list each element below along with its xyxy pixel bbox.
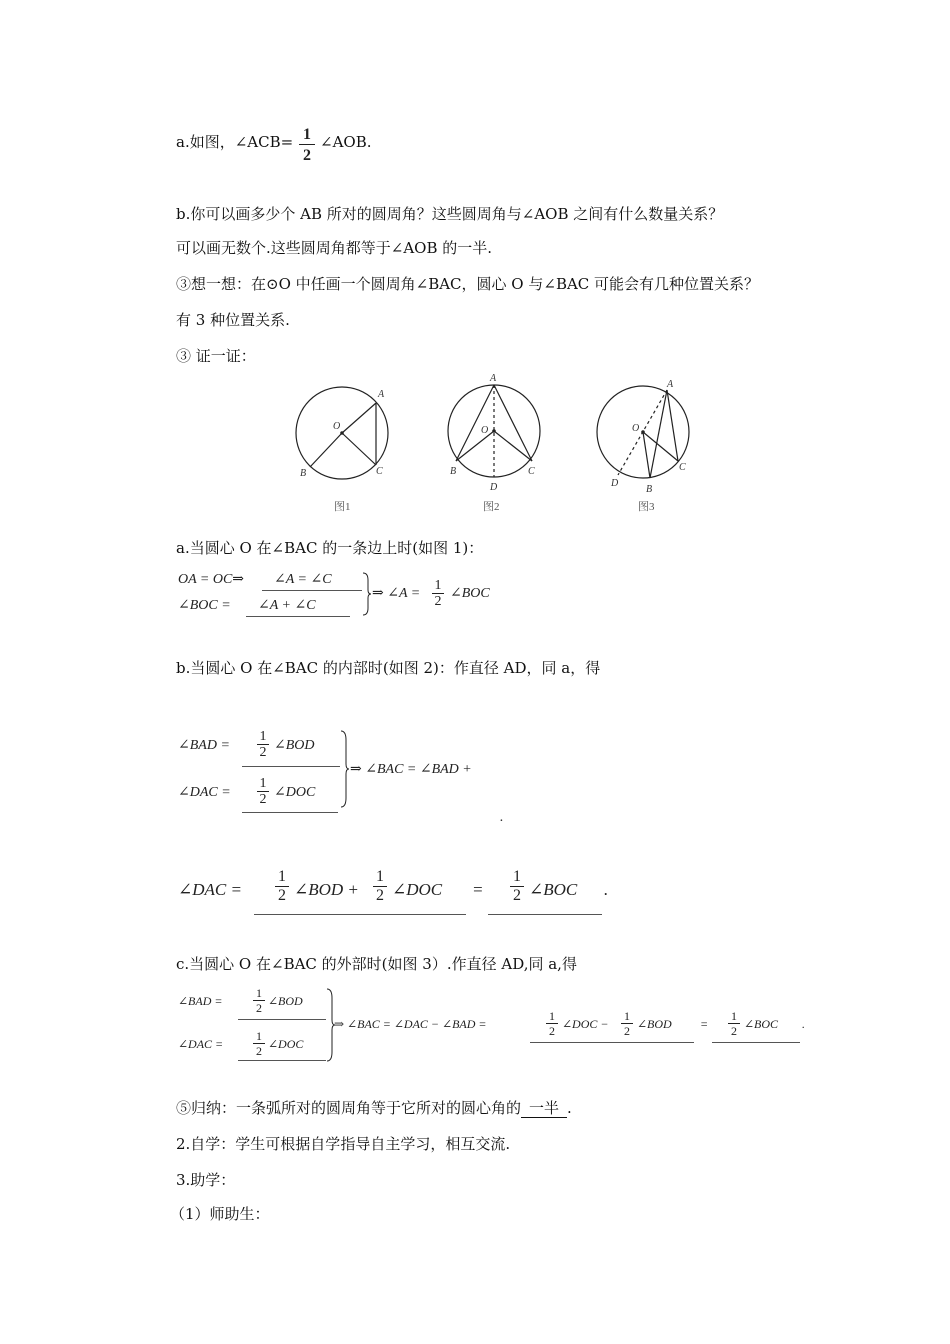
teacher-help: （1）师助生： [170, 1205, 270, 1223]
fig2-label-d: D [490, 482, 498, 493]
case-b-line2-end: ∠BOC [529, 880, 578, 899]
fraction-numerator: 1 [278, 868, 286, 885]
case-b-line2-right: ∠DOC [392, 880, 443, 899]
fraction-denominator: 2 [434, 594, 442, 609]
fig1-label-o: O [333, 421, 341, 432]
case-c-row2-left: ∠DAC = [178, 1037, 224, 1051]
fig1-caption: 图1 [334, 501, 351, 513]
case-b-line2-underline-1 [254, 914, 466, 915]
intro-b-answer: 可以画无数个.这些圆周角都等于∠AOB 的一半. [176, 239, 493, 257]
fraction-numerator: 1 [513, 868, 521, 885]
case-c-row2-underline [238, 1060, 326, 1061]
fig2-label-o: O [481, 425, 489, 436]
fig3-line-ab [650, 390, 667, 478]
fraction-denominator: 2 [259, 745, 267, 760]
fig2-caption: 图2 [483, 501, 500, 513]
case-c-result: ⇒ ∠BAC = ∠DAC − ∠BAD = [334, 1017, 487, 1031]
fraction-denominator: 2 [303, 147, 311, 164]
fraction-numerator: 1 [624, 1009, 630, 1023]
fraction-numerator: 1 [256, 1029, 262, 1043]
case-b-brace [340, 730, 350, 808]
case-a-brace [362, 572, 372, 616]
fig2-label-c: C [528, 466, 535, 477]
fig3-line-oc [643, 432, 678, 461]
case-a-row1-left: OA = OC⇒ [178, 572, 245, 587]
case-b-line2-fraction-1 [275, 868, 289, 905]
summary-suffix: . [567, 1099, 572, 1117]
case-c-ans1-right: ∠BOD [637, 1017, 672, 1031]
case-c-heading: c.当圆心 O 在∠BAC 的外部时(如图 3）.作直径 AD,同 a,得 [176, 955, 577, 973]
case-b-line2-mid: ∠BOD + [294, 880, 359, 899]
case-c-row1-fraction [253, 986, 265, 1015]
case-a-row1-underline [262, 590, 362, 591]
fig2-line-ab [456, 385, 494, 461]
fig2-label-b: B [450, 466, 457, 477]
case-c-dot: . [802, 1017, 805, 1031]
case-b-line2-fraction-3 [510, 868, 524, 905]
intro-a-prefix: a.如图，∠ACB= [176, 133, 294, 151]
fig3-label-b: B [646, 484, 653, 495]
fraction-numerator: 1 [549, 1009, 555, 1023]
fig1-label-a: A [378, 389, 385, 400]
case-c-row1-right: ∠BOD [268, 994, 303, 1008]
fraction-denominator: 2 [256, 1001, 262, 1015]
fig2-line-ob [456, 431, 494, 461]
case-a-row2-left: ∠BOC = [178, 598, 231, 613]
case-c-ans1-underline [530, 1042, 694, 1043]
self-study: 2.自学：学生可根据自学指导自主学习，相互交流. [176, 1135, 511, 1153]
summary-line [176, 1098, 572, 1118]
case-b-result: ⇒ ∠BAC = ∠BAD + [350, 762, 472, 777]
fig2-label-a: A [490, 373, 497, 384]
fraction-numerator: 1 [259, 729, 267, 744]
fraction-denominator: 2 [256, 1044, 262, 1058]
intro-a-fraction [299, 126, 315, 167]
case-b-line2-underline-2 [488, 914, 602, 915]
fraction-numerator: 1 [731, 1009, 737, 1023]
fig1-center-dot [340, 431, 344, 435]
case-b-heading: b.当圆心 O 在∠BAC 的内部时(如图 2)：作直径 AD，同 a，得 [176, 659, 601, 677]
summary-prefix: ⑤归纳：一条弧所对的圆周角等于它所对的圆心角的 [176, 1099, 522, 1117]
case-b-row1-left: ∠BAD = [178, 738, 230, 753]
case-b-line2-fraction-2 [373, 868, 387, 905]
fig3-label-a: A [667, 379, 674, 390]
prove-heading: ③ 证一证： [176, 347, 256, 365]
case-a-result-fraction [432, 578, 444, 609]
case-a-row2-blank: ∠A + ∠C [258, 598, 316, 613]
fraction-denominator: 2 [376, 887, 384, 904]
fig2-center-dot [492, 429, 496, 433]
fig1-label-b: B [300, 468, 307, 479]
intro-b-question: b.你可以画多少个 AB 所对的圆周角？这些圆周角与∠AOB 之间有什么数量关系？ [176, 205, 724, 223]
case-b-row2-fraction [257, 776, 269, 807]
case-b-row2-underline [242, 812, 338, 813]
fraction-denominator: 2 [259, 792, 267, 807]
case-b-dot: . [500, 810, 504, 825]
case-b-row1-right: ∠BOD [274, 738, 315, 753]
fraction-denominator: 2 [278, 887, 286, 904]
fraction-numerator: 1 [376, 868, 384, 885]
fig3-caption: 图3 [638, 501, 655, 513]
summary-blank: 一半 [521, 1099, 567, 1118]
case-c-row1-underline [238, 1019, 326, 1020]
case-b-row1-underline [242, 766, 340, 767]
fig1-label-c: C [376, 466, 383, 477]
case-b-row2-right: ∠DOC [274, 785, 316, 800]
figures [280, 372, 700, 518]
fig1-line-oa [342, 403, 376, 433]
fraction-numerator: 1 [256, 986, 262, 1000]
fig3-label-d: D [611, 478, 619, 489]
intro-a-suffix-line [320, 132, 372, 152]
case-b-row2-left: ∠DAC = [178, 785, 231, 800]
case-c-ans1-fraction-1 [546, 1009, 558, 1038]
fig2-line-ac [494, 385, 532, 461]
fig3-label-o: O [632, 423, 640, 434]
case-c-eq: = [700, 1017, 709, 1031]
case-b-row1-fraction [257, 729, 269, 760]
fraction-denominator: 2 [513, 887, 521, 904]
case-a-result-prefix: ⇒ ∠A = [372, 586, 421, 601]
case-c-ans2-underline [712, 1042, 800, 1043]
case-c-ans2-right: ∠BOC [744, 1017, 779, 1031]
case-c-ans1-mid: ∠DOC − [562, 1017, 609, 1031]
case-c-ans2-fraction [728, 1009, 740, 1038]
fig2-line-oc [494, 431, 532, 461]
fig3-label-c: C [679, 462, 686, 473]
fraction-numerator: 1 [303, 126, 311, 143]
fraction-numerator: 1 [259, 776, 267, 791]
case-c-ans1-fraction-2 [621, 1009, 633, 1038]
fraction-denominator: 2 [549, 1024, 555, 1038]
fig3-center-dot [641, 430, 645, 434]
case-b-line2-eq: = [472, 880, 484, 899]
fig1-line-oc [342, 433, 376, 465]
case-c-row1-left: ∠BAD = [178, 994, 223, 1008]
fraction-numerator: 1 [434, 578, 442, 593]
case-a-result-suffix: ∠BOC [450, 586, 490, 601]
case-a-heading: a.当圆心 O 在∠BAC 的一条边上时(如图 1)： [176, 539, 484, 557]
intro-a-line [176, 132, 293, 152]
intro-a-suffix: ∠AOB. [320, 133, 372, 151]
fig3-line-ob [643, 432, 650, 478]
case-c-row2-fraction [253, 1029, 265, 1058]
case-c-row2-right: ∠DOC [268, 1037, 304, 1051]
fraction-denominator: 2 [731, 1024, 737, 1038]
case-b-line2-dot: . [604, 880, 609, 899]
think-answer: 有 3 种位置关系. [176, 311, 290, 329]
case-a-row2-underline [246, 616, 350, 617]
case-b-line2-left: ∠DAC = [178, 880, 242, 899]
fig1-line-ob [310, 433, 342, 467]
case-a-row1-blank: ∠A = ∠C [274, 572, 332, 587]
fraction-denominator: 2 [624, 1024, 630, 1038]
think-question: ③想一想：在⊙O 中任画一个圆周角∠BAC，圆心 O 与∠BAC 可能会有几种位置关系？ [176, 275, 760, 293]
help-study: 3.助学： [176, 1171, 236, 1189]
